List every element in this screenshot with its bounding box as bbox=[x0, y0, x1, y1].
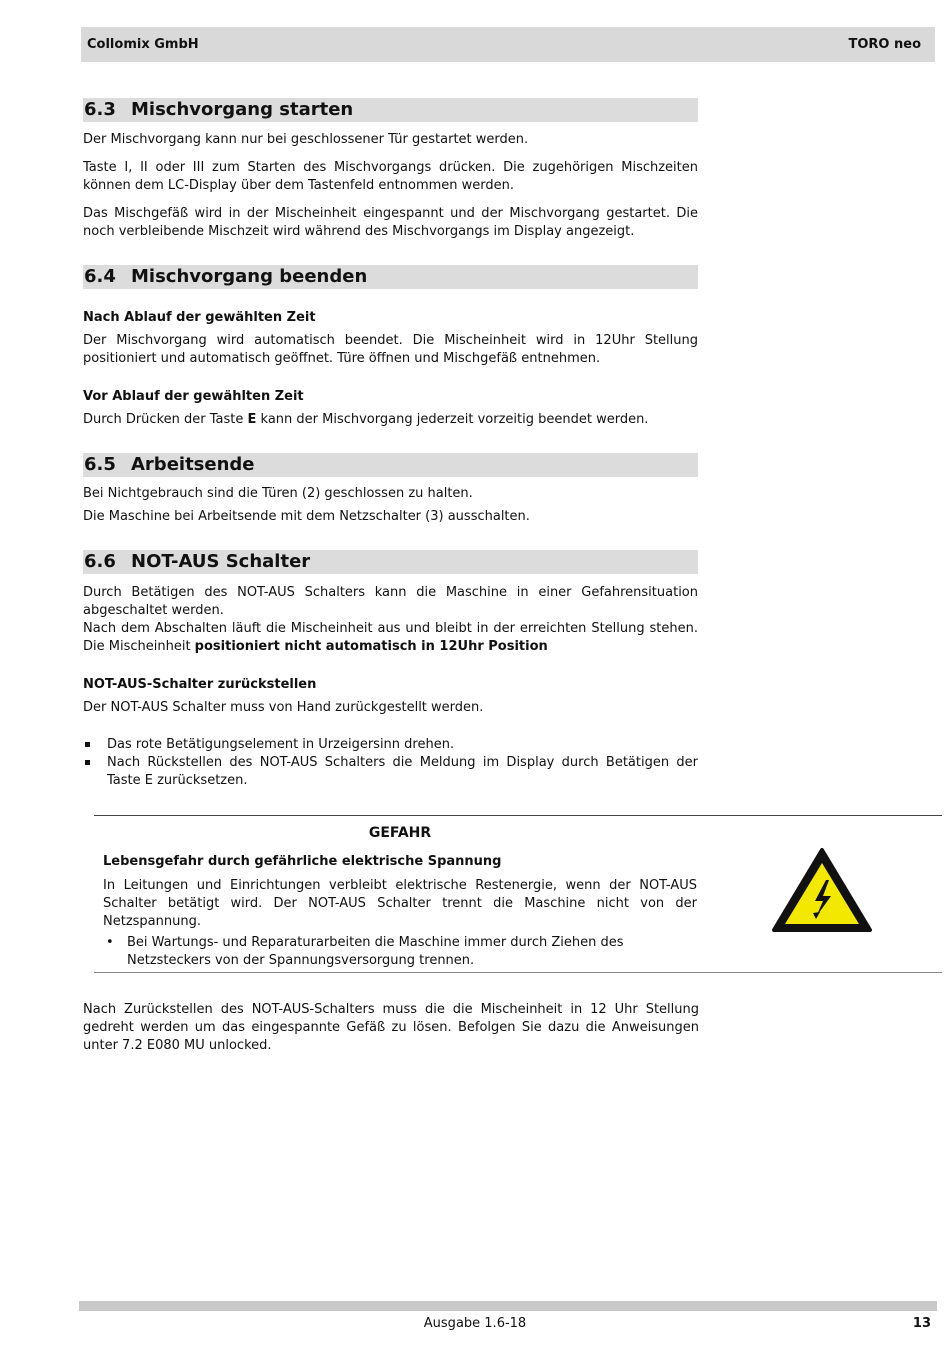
paragraph bbox=[83, 620, 698, 656]
list-item: Das rote Betätigungselement in Urzeigersinn drehen. bbox=[83, 736, 698, 754]
danger-text: In Leitungen und Einrichtungen verbleibt elektrische Restenergie, wenn der NOT-AUS Schalter betätigt wird. Der NOT-AUS Schalter trennt die Maschine nicht von der Netzspannung. bbox=[103, 878, 697, 929]
text-run: Nach dem Abschalten läuft die Mischeinheit aus und bleibt in der erreichten Stellung stehen. Die Mischeinheit bbox=[83, 621, 698, 654]
emphasis-text: positioniert nicht automatisch in 12Uhr Position bbox=[194, 639, 548, 654]
paragraph: Bei Nichtgebrauch sind die Türen (2) geschlossen zu halten. bbox=[83, 486, 473, 501]
text-run: kann der Mischvorgang jederzeit vorzeitig beendet werden. bbox=[256, 412, 649, 427]
section-number: 6.5 bbox=[84, 454, 116, 475]
page-number: 13 bbox=[912, 1316, 931, 1331]
danger-subtitle: Lebensgefahr durch gefährliche elektrische Spannung bbox=[103, 854, 502, 869]
section-title: NOT-AUS Schalter bbox=[131, 551, 311, 572]
section-heading-6-6 bbox=[83, 550, 698, 574]
paragraph: Durch Betätigen des NOT-AUS Schalters kann die Maschine in einer Gefahrensituation abgeschaltet werden. bbox=[83, 585, 698, 618]
paragraph: Taste I, II oder III zum Starten des Mischvorgangs drücken. Die zugehörigen Mischzeiten können dem LC-Display über dem Tastenfeld entnommen werden. bbox=[83, 160, 698, 193]
section-number: 6.6 bbox=[84, 551, 116, 572]
section-heading-6-5 bbox=[83, 453, 698, 477]
company-name: Collomix GmbH bbox=[87, 36, 199, 52]
section-number: 6.4 bbox=[84, 266, 116, 287]
closing-paragraph: Nach Zurückstellen des NOT-AUS-Schalters muss die die Mischeinheit in 12 Uhr Stellung gedreht werden um das eingespannte Gefäß zu lösen. Befolgen Sie dazu die Anweisungen unter 7.2 E080 MU unlocked. bbox=[83, 1002, 699, 1053]
section-number: 6.3 bbox=[84, 99, 116, 120]
paragraph: Die Maschine bei Arbeitsende mit dem Netzschalter (3) ausschalten. bbox=[83, 509, 530, 524]
danger-title: GEFAHR bbox=[368, 825, 432, 841]
paragraph bbox=[83, 411, 698, 429]
sub-heading: Vor Ablauf der gewählten Zeit bbox=[83, 389, 304, 404]
section-title: Mischvorgang starten bbox=[131, 99, 354, 120]
list-item: Nach Rückstellen des NOT-AUS Schalters die Meldung im Display durch Betätigen der Taste E zurücksetzen. bbox=[83, 754, 698, 790]
section-title: Arbeitsende bbox=[131, 454, 255, 475]
paragraph: Der Mischvorgang kann nur bei geschlossener Tür gestartet werden. bbox=[83, 132, 529, 147]
edition-label: Ausgabe 1.6-18 bbox=[423, 1316, 527, 1331]
text-run: Durch Drücken der Taste bbox=[83, 412, 248, 427]
sub-heading: NOT-AUS-Schalter zurückstellen bbox=[83, 677, 317, 692]
main-content bbox=[83, 98, 698, 790]
high-voltage-warning-icon bbox=[771, 847, 873, 933]
page-header bbox=[81, 27, 935, 62]
list-item: • Bei Wartungs- und Reparaturarbeiten die Maschine immer durch Ziehen des Netzsteckers von der Spannungsversorgung trennen. bbox=[103, 934, 697, 970]
paragraph: Der NOT-AUS Schalter muss von Hand zurückgestellt werden. bbox=[83, 700, 484, 715]
bullet-list bbox=[83, 736, 698, 790]
danger-bullet-list bbox=[103, 934, 697, 970]
product-name: TORO neo bbox=[848, 36, 921, 52]
paragraph: Das Mischgefäß wird in der Mischeinheit eingespannt und der Mischvorgang gestartet. Die noch verbleibende Mischzeit wird während des Mischvorgangs im Display angezeigt. bbox=[83, 206, 698, 239]
section-title: Mischvorgang beenden bbox=[131, 266, 368, 287]
paragraph: Der Mischvorgang wird automatisch beendet. Die Mischeinheit wird in 12Uhr Stellung positioniert und automatisch geöffnet. Türe öffnen und Mischgefäß entnehmen. bbox=[83, 333, 698, 366]
section-heading-6-4 bbox=[83, 265, 698, 289]
key-label: E bbox=[247, 412, 257, 427]
section-heading-6-3 bbox=[83, 98, 698, 122]
sub-heading: Nach Ablauf der gewählten Zeit bbox=[83, 310, 316, 325]
footer-bar bbox=[79, 1301, 937, 1311]
